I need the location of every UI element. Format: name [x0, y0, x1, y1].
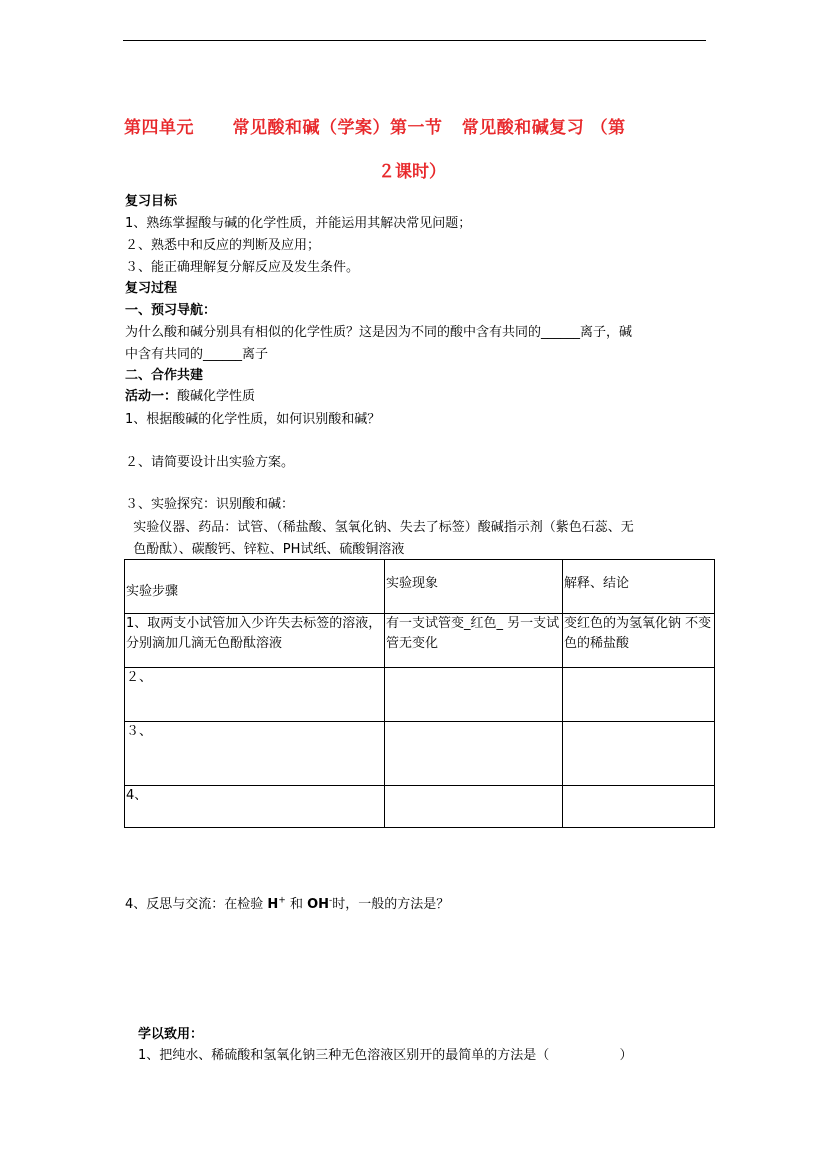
page-title-continued: ２课时）: [378, 162, 446, 182]
reflection-prefix: 4、反思与交流：在检验: [125, 897, 268, 912]
goal-item-2: ２、熟悉中和反应的判断及应用；: [125, 238, 321, 253]
activity-text: 酸碱化学性质: [177, 389, 256, 404]
cell-step: ２、: [125, 668, 385, 722]
apply-question-1: 1、把纯水、稀硫酸和氢氧化钠三种无色溶液区别开的最简单的方法是（ ）: [138, 1048, 633, 1063]
question-2: ２、请简要设计出实验方案。: [125, 455, 295, 470]
cell-conclusion: [563, 786, 715, 828]
reflection-question: [125, 896, 449, 914]
equipment-line2: 色酚酞）、碳酸钙、锌粒、PH试纸、硫酸铜溶液: [125, 542, 405, 557]
cell-conclusion: [563, 668, 715, 722]
question-3: ３、实验探究：识别酸和碱：: [125, 497, 295, 512]
preview-heading: 一、预习导航：: [125, 303, 217, 318]
ion-hydrogen: H: [267, 897, 279, 912]
goals-heading: 复习目标: [125, 194, 178, 209]
table-row: [125, 668, 715, 722]
process-heading: 复习过程: [125, 281, 178, 296]
activity-label: 活动一：: [125, 389, 178, 404]
cell-phenomenon: [385, 668, 563, 722]
header-step: 实验步骤: [125, 560, 385, 614]
ion-hydroxide-charge: -: [329, 895, 333, 906]
header-conclusion: 解释、结论: [563, 560, 715, 614]
coop-heading: 二、合作共建: [125, 368, 204, 383]
reflection-suffix: 时，一般的方法是？: [332, 897, 450, 912]
activity-line: [125, 388, 255, 406]
cell-phenomenon: [385, 786, 563, 828]
table-row: [125, 614, 715, 668]
cell-phenomenon: 有一支试管变_红色_ 另一支试管无变化: [385, 614, 563, 668]
table-row: [125, 722, 715, 786]
cell-phenomenon: [385, 722, 563, 786]
apply-heading: 学以致用：: [138, 1027, 204, 1042]
table-header-row: [125, 560, 715, 614]
cell-step: 4、: [125, 786, 385, 828]
header-phenomenon: 实验现象: [385, 560, 563, 614]
page-title: 第四单元 常见酸和碱（学案）第一节 常见酸和碱复习 （第: [124, 118, 626, 138]
experiment-table: [124, 559, 715, 828]
cell-conclusion: [563, 722, 715, 786]
ion-hydroxide: OH: [307, 897, 330, 912]
table-row: [125, 786, 715, 828]
equipment-line1: 实验仪器、药品：试管、（稀盐酸、氢氧化钠、失去了标签）酸碱指示剂（紫色石蕊、无: [125, 520, 634, 535]
preview-question-line1: 为什么酸和碱分别具有相似的化学性质？这是因为不同的酸中含有共同的______离子，碱: [125, 325, 633, 340]
question-1: 1、根据酸碱的化学性质，如何识别酸和碱？: [125, 412, 381, 427]
cell-step: ３、: [125, 722, 385, 786]
header-rule: [123, 40, 706, 41]
cell-conclusion: 变红色的为氢氧化钠 不变色的稀盐酸: [563, 614, 715, 668]
reflection-and: 和: [285, 897, 308, 912]
ion-hydrogen-charge: +: [278, 895, 286, 906]
cell-step: 1、取两支小试管加入少许失去标签的溶液，分别滴加几滴无色酚酞溶液: [125, 614, 385, 668]
goal-item-3: ３、能正确理解复分解反应及发生条件。: [125, 260, 360, 275]
preview-question-line2: 中含有共同的______离子: [125, 347, 269, 362]
goal-item-1: 1、熟练掌握酸与碱的化学性质，并能运用其解决常见问题；: [125, 216, 472, 231]
